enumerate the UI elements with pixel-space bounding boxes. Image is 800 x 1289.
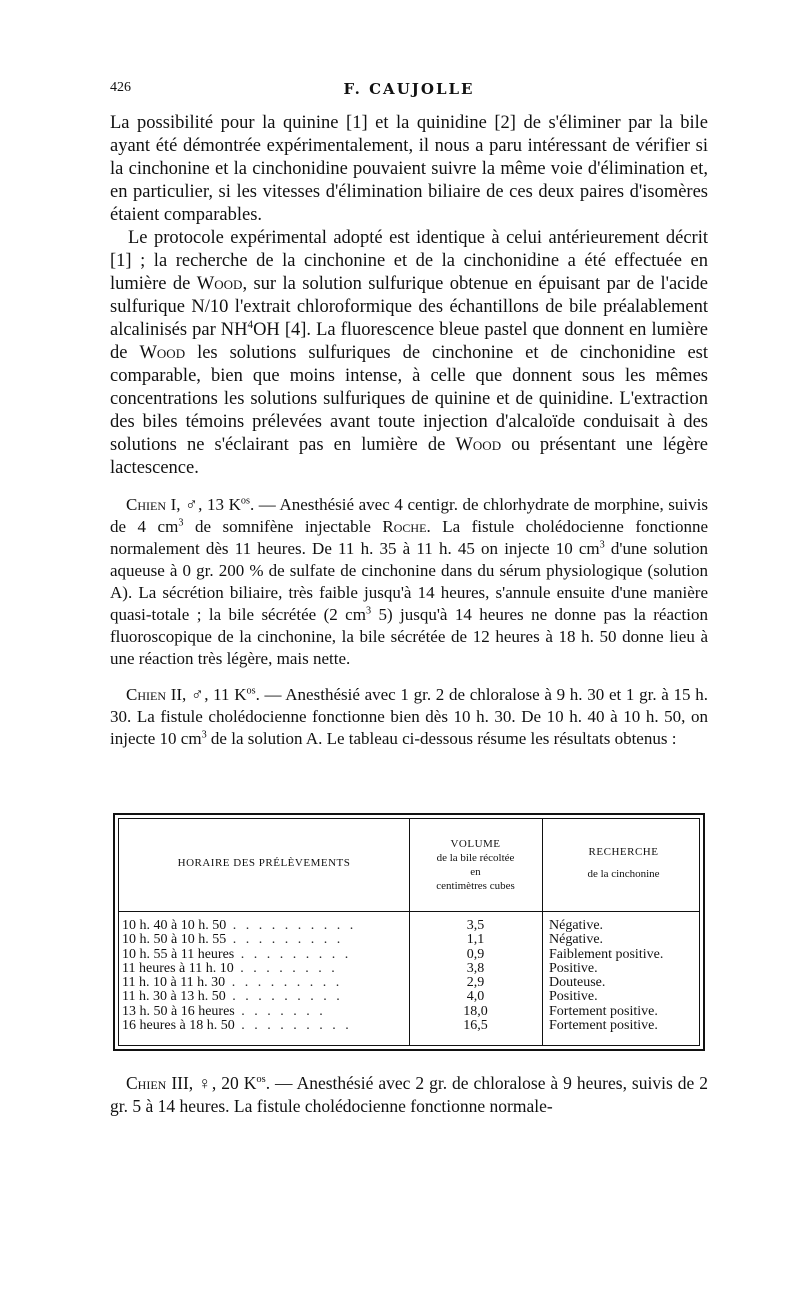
intro-paragraph-1: La possibilité pour la quinine [1] et la quinidine [2] de s'éliminer par la bile ayant été démontrée expérimentalement, il nous a paru intéressant de vérifier si la cinchonine et la cinchonidine pouvaient suivre la même voie d'élimination et, en particulier, si les vitesses d'élimination biliaire de ces deux paires d'isomères étaient comparables. <box>110 113 708 225</box>
experiment-label: Chien <box>126 685 166 704</box>
experiment-3: Chien III, ♀, 20 $K^{os}$. — Anesthésié avec 2 gr. de chloralose à 9 heures, suivis de 2 gr. 5 à 14 heures. La fistule cholédocienne fonctionne normale- <box>110 1073 709 1116</box>
page-number: 426 <box>110 80 131 95</box>
header-volume: VOLUME de la bile récoltée en centimètres cubes <box>436 838 515 892</box>
table-row: 11 heures à 11 h. 10 . . . . . . . . 3,8 Positive. <box>122 960 598 976</box>
results-table-inner <box>118 818 700 1046</box>
table-row: 13 h. 50 à 16 heures . . . . . . . 18,0 Fortement positive. <box>122 1003 658 1019</box>
wood-name: Wood <box>139 343 186 363</box>
table-row: 10 h. 50 à 10 h. 55 . . . . . . . . . 1,1 Négative. <box>122 932 604 948</box>
roche-name: Roche <box>382 517 427 536</box>
wood-name: Wood <box>455 435 502 455</box>
page-header <box>110 80 708 104</box>
experiment-label: Chien <box>126 495 166 514</box>
table-row: 10 h. 40 à 10 h. 50 . . . . . . . . . . 3,5 Négative. <box>122 918 604 933</box>
table-row: 11 h. 10 à 11 h. 30 . . . . . . . . . 2,9 Douteuse. <box>122 975 606 991</box>
table-row: 11 h. 30 à 13 h. 50 . . . . . . . . . 4,0 Positive. <box>122 989 598 1005</box>
bottom-text <box>110 1072 708 1118</box>
experiment-label: Chien <box>126 1073 167 1093</box>
experiment-2: Chien II, ♂, 11 $K^{os}$. — Anesthésié avec 1 gr. 2 de chloralose à 9 h. 30 et 1 gr. à 15 h. 30. La fistule cholédocienne fonctionne bien dès 10 h. 30. De 10 h. 40 à 10 h. 50, on injecte 10 $cm^3$ de la solution A. Le tableau ci-dessous résume les résultats obtenus : <box>110 685 709 748</box>
table-row: 16 heures à 18 h. 50 . . . . . . . . . 16,5 Fortement positive. <box>122 1018 658 1034</box>
running-head: F. CAUJOLLE <box>343 80 475 98</box>
wood-name: Wood <box>196 274 243 294</box>
header-horaire: HORAIRE DES PRÉLÈVEMENTS <box>177 857 351 869</box>
header-recherche: RECHERCHE de la cinchonine <box>587 846 660 880</box>
results-table <box>113 813 705 1051</box>
experiment-1: Chien I, ♂, 13 $K^{os}$. — Anesthésié avec 4 centigr. de chlorhydrate de morphine, suivis de 4 $cm^3$ de somnifène injectable Roche. La fistule cholédocienne fonctionne normalement dès 11 heures. De 11 h. 35 à 11 h. 45 on injecte 10 $cm^3$ d'une solution aqueuse à 0 gr. 200 % de sulfate de cinchonine dans du sérum physiologique (solution A). La sécrétion biliaire, très faible jusqu'à 14 heures, s'annule ensuite d'une manière quasi-totale ; la bile sécrétée (2 $cm^3$ 5) jusqu'à 14 heures ne donne pas la réaction fluoroscopique de la cinchonine, la bile sécrétée de 12 heures à 18 h. 50 donne lieu à une réaction très légère, mais nette. <box>110 495 709 668</box>
table-body <box>119 919 699 1033</box>
body-text <box>110 112 708 750</box>
intro-paragraph-2: Le protocole expérimental adopté est identique à celui antérieurement décrit [1] ; la recherche de la cinchonine et de la cinchonidine a été effectuée en lumière de Wood, sur la solution sulfurique obtenue en épuisant par de l'acide sulfurique N/10 l'extrait chloroformique des échantillons de bile préalablement alcalinisés par $NH^4OH$ [4]. La fluorescence bleue pastel que donnent en lumière de Wood les solutions sulfuriques de cinchonine et de cinchonidine est comparable, bien que moins intense, à celle que donnent sous les mêmes concentrations les solutions sulfuriques de quinine et de quinidine. L'extraction des biles témoins prélevées avant toute injection d'alcaloïde conduisait à des solutions ne s'éclairant pas en lumière de Wood ou présentant une légère lactescence. <box>110 228 709 478</box>
table-row: 10 h. 55 à 11 heures . . . . . . . . . 0,9 Faiblement positive. <box>122 946 664 962</box>
